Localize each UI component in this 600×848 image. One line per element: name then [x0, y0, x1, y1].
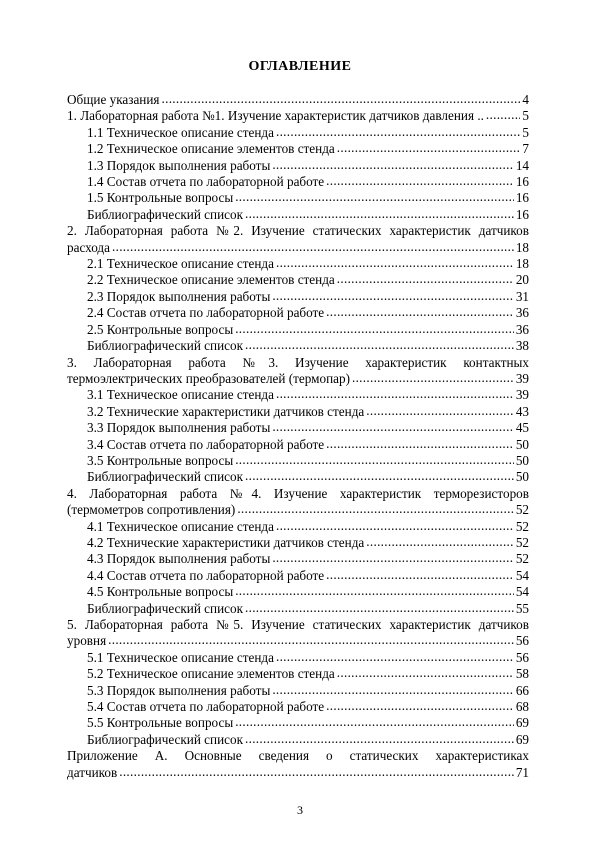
dot-leader [337, 665, 514, 681]
toc-entry[interactable] [67, 650, 529, 666]
toc-entry[interactable] [67, 502, 529, 518]
toc-entry[interactable] [67, 141, 529, 157]
dot-leader [245, 206, 514, 222]
table-of-contents [67, 92, 529, 781]
toc-entry-page: 16 [515, 190, 529, 206]
dot-leader [352, 370, 514, 386]
toc-entry-label: 3.2 Технические характеристики датчиков стенда [87, 403, 365, 419]
toc-entry-label: (термометров сопротивления) [67, 502, 236, 518]
toc-entry-label: 4.3 Порядок выполнения работы [87, 551, 271, 567]
toc-entry[interactable] [67, 125, 529, 141]
dot-leader [235, 189, 514, 205]
toc-entry[interactable] [67, 108, 529, 124]
toc-entry-page: 54 [515, 584, 529, 600]
toc-entry[interactable] [67, 158, 529, 174]
toc-entry-label: термоэлектрических преобразователей (термопар) [67, 370, 350, 386]
toc-entry-label: Библиографический список [87, 206, 244, 222]
toc-entry[interactable] [67, 404, 529, 420]
toc-entry-label: Библиографический список [87, 600, 244, 616]
dot-leader [237, 501, 513, 517]
dot-leader [272, 419, 514, 435]
toc-entry[interactable] [67, 305, 529, 321]
toc-entry-page: 5 [522, 124, 529, 140]
dot-leader [326, 304, 514, 320]
dot-leader [162, 91, 521, 107]
dot-leader [337, 140, 521, 156]
dot-leader [235, 452, 514, 468]
toc-entry[interactable] [67, 387, 529, 403]
toc-entry-page: 18 [515, 239, 529, 255]
toc-entry-label: расхода [67, 239, 110, 255]
toc-entry-page: 71 [515, 764, 529, 780]
toc-entry[interactable] [67, 568, 529, 584]
dot-leader [112, 239, 514, 255]
toc-entry-page: 50 [515, 469, 529, 485]
toc-entry-first-line[interactable]: Приложение А. Основные сведения о статических характеристиках [67, 748, 529, 764]
toc-entry-page: 55 [515, 600, 529, 616]
toc-entry-page: 69 [515, 715, 529, 731]
dot-leader [235, 583, 514, 599]
toc-entry-label: 2.4 Состав отчета по лабораторной работе [87, 305, 325, 321]
toc-entry-page: 52 [515, 518, 529, 534]
dot-leader [235, 321, 514, 337]
toc-entry-label: 4.1 Техническое описание стенда [87, 518, 274, 534]
dot-leader [276, 255, 514, 271]
dot-leader [366, 403, 514, 419]
toc-entry-page: 52 [515, 534, 529, 550]
toc-entry-first-line[interactable]: 3. Лабораторная работа №3. Изучение характеристик контактных [67, 354, 529, 370]
toc-entry[interactable] [67, 699, 529, 715]
toc-entry[interactable] [67, 256, 529, 272]
toc-entry-label: 1.5 Контрольные вопросы [87, 190, 234, 206]
toc-entry-first-line[interactable]: 4. Лабораторная работа №4. Изучение характеристик терморезисторов [67, 485, 529, 501]
dot-leader [276, 124, 520, 140]
toc-entry-page: 5 [522, 108, 529, 124]
toc-entry-page: 36 [515, 305, 529, 321]
toc-entry-label: 3.3 Порядок выполнения работы [87, 420, 271, 436]
dot-leader [326, 436, 514, 452]
toc-entry-label: 5.2 Техническое описание элементов стенда [87, 666, 335, 682]
toc-entry-page: 52 [515, 551, 529, 567]
toc-entry-page: 43 [515, 403, 529, 419]
dot-leader [486, 107, 520, 123]
toc-entry[interactable] [67, 551, 529, 567]
dot-leader [276, 386, 514, 402]
toc-entry[interactable] [67, 207, 529, 223]
toc-entry[interactable] [67, 519, 529, 535]
toc-entry[interactable] [67, 371, 529, 387]
dot-leader [276, 649, 514, 665]
toc-entry[interactable] [67, 584, 529, 600]
dot-leader [235, 714, 514, 730]
toc-entry-label: 5.5 Контрольные вопросы [87, 715, 234, 731]
dot-leader [326, 567, 514, 583]
toc-entry-label: 1. Лабораторная работа №1. Изучение характеристик датчиков давления .. [67, 108, 484, 124]
dot-leader [272, 682, 514, 698]
toc-entry[interactable] [67, 437, 529, 453]
toc-entry-page: 54 [515, 567, 529, 583]
dot-leader [326, 173, 514, 189]
toc-entry[interactable] [67, 732, 529, 748]
dot-leader [272, 157, 514, 173]
dot-leader [245, 468, 514, 484]
toc-entry-page: 16 [515, 206, 529, 222]
toc-entry-label: Библиографический список [87, 338, 244, 354]
dot-leader [108, 632, 514, 648]
dot-leader [326, 698, 514, 714]
toc-entry[interactable] [67, 633, 529, 649]
toc-entry-label: 1.4 Состав отчета по лабораторной работе [87, 174, 325, 190]
dot-leader [366, 534, 514, 550]
dot-leader [245, 600, 514, 616]
toc-entry[interactable] [67, 453, 529, 469]
toc-entry-first-line[interactable]: 2. Лабораторная работа №2. Изучение статических характеристик датчиков [67, 223, 529, 239]
toc-entry-label: 3.4 Состав отчета по лабораторной работе [87, 436, 325, 452]
dot-leader [245, 337, 514, 353]
toc-entry-label: 5.3 Порядок выполнения работы [87, 682, 271, 698]
toc-entry[interactable] [67, 338, 529, 354]
toc-entry-label: 2.1 Техническое описание стенда [87, 256, 274, 272]
toc-entry[interactable] [67, 420, 529, 436]
toc-entry-page: 16 [515, 174, 529, 190]
toc-entry[interactable] [67, 765, 529, 781]
page-number: 3 [297, 803, 303, 817]
toc-entry-page: 50 [515, 436, 529, 452]
toc-entry[interactable] [67, 683, 529, 699]
toc-entry[interactable] [67, 240, 529, 256]
toc-entry-label: 2.5 Контрольные вопросы [87, 321, 234, 337]
toc-entry-page: 39 [515, 370, 529, 386]
toc-entry-label: 2.2 Техническое описание элементов стенда [87, 272, 335, 288]
dot-leader [272, 550, 514, 566]
toc-entry[interactable] [67, 92, 529, 108]
toc-entry[interactable] [67, 289, 529, 305]
toc-entry-page: 45 [515, 420, 529, 436]
toc-entry-label: 4.2 Технические характеристики датчиков стенда [87, 534, 365, 550]
toc-entry-label: 3.1 Техническое описание стенда [87, 387, 274, 403]
toc-entry-page: 58 [515, 666, 529, 682]
toc-entry-label: 3.5 Контрольные вопросы [87, 452, 234, 468]
toc-entry-label: 1.3 Порядок выполнения работы [87, 157, 271, 173]
toc-entry-label: 4.5 Контрольные вопросы [87, 584, 234, 600]
toc-entry-label: 1.1 Техническое описание стенда [87, 124, 274, 140]
toc-entry-label: Библиографический список [87, 731, 244, 747]
toc-entry-page: 18 [515, 256, 529, 272]
toc-entry-label: уровня [67, 633, 107, 649]
toc-entry-label: Общие указания [67, 92, 160, 107]
toc-entry-page: 31 [515, 288, 529, 304]
toc-entry-label: 5.4 Состав отчета по лабораторной работе [87, 699, 325, 715]
toc-entry-page: 66 [515, 682, 529, 698]
toc-entry-label: 4.4 Состав отчета по лабораторной работе [87, 567, 325, 583]
toc-entry-page: 68 [515, 699, 529, 715]
toc-entry[interactable] [67, 666, 529, 682]
toc-entry[interactable] [67, 272, 529, 288]
toc-entry-label: датчиков [67, 764, 118, 780]
toc-entry-page: 36 [515, 321, 529, 337]
toc-entry-page: 39 [515, 387, 529, 403]
toc-entry-label: Библиографический список [87, 469, 244, 485]
toc-entry-page: 52 [515, 502, 529, 518]
toc-entry-page: 20 [515, 272, 529, 288]
toc-entry-page: 14 [515, 157, 529, 173]
dot-leader [119, 764, 514, 780]
toc-entry[interactable] [67, 535, 529, 551]
toc-entry[interactable] [67, 190, 529, 206]
toc-entry-page: 4 [522, 92, 529, 107]
toc-entry-page: 7 [522, 141, 529, 157]
dot-leader [245, 731, 514, 747]
toc-entry-page: 38 [515, 338, 529, 354]
page-title: ОГЛАВЛЕНИЕ [248, 59, 352, 74]
toc-entry[interactable] [67, 469, 529, 485]
toc-entry[interactable] [67, 174, 529, 190]
toc-entry-first-line[interactable]: 5. Лабораторная работа №5. Изучение статических характеристик датчиков [67, 617, 529, 632]
toc-entry[interactable] [67, 601, 529, 617]
toc-entry-page: 56 [515, 633, 529, 649]
dot-leader [337, 271, 514, 287]
toc-entry-label: 2.3 Порядок выполнения работы [87, 288, 271, 304]
toc-entry-label: 5.1 Техническое описание стенда [87, 649, 274, 665]
toc-entry-page: 56 [515, 649, 529, 665]
dot-leader [272, 288, 514, 304]
toc-entry-label: 1.2 Техническое описание элементов стенда [87, 141, 335, 157]
toc-entry-page: 69 [515, 731, 529, 747]
toc-entry-page: 50 [515, 452, 529, 468]
dot-leader [276, 518, 514, 534]
toc-entry[interactable] [67, 715, 529, 731]
toc-entry[interactable] [67, 322, 529, 338]
